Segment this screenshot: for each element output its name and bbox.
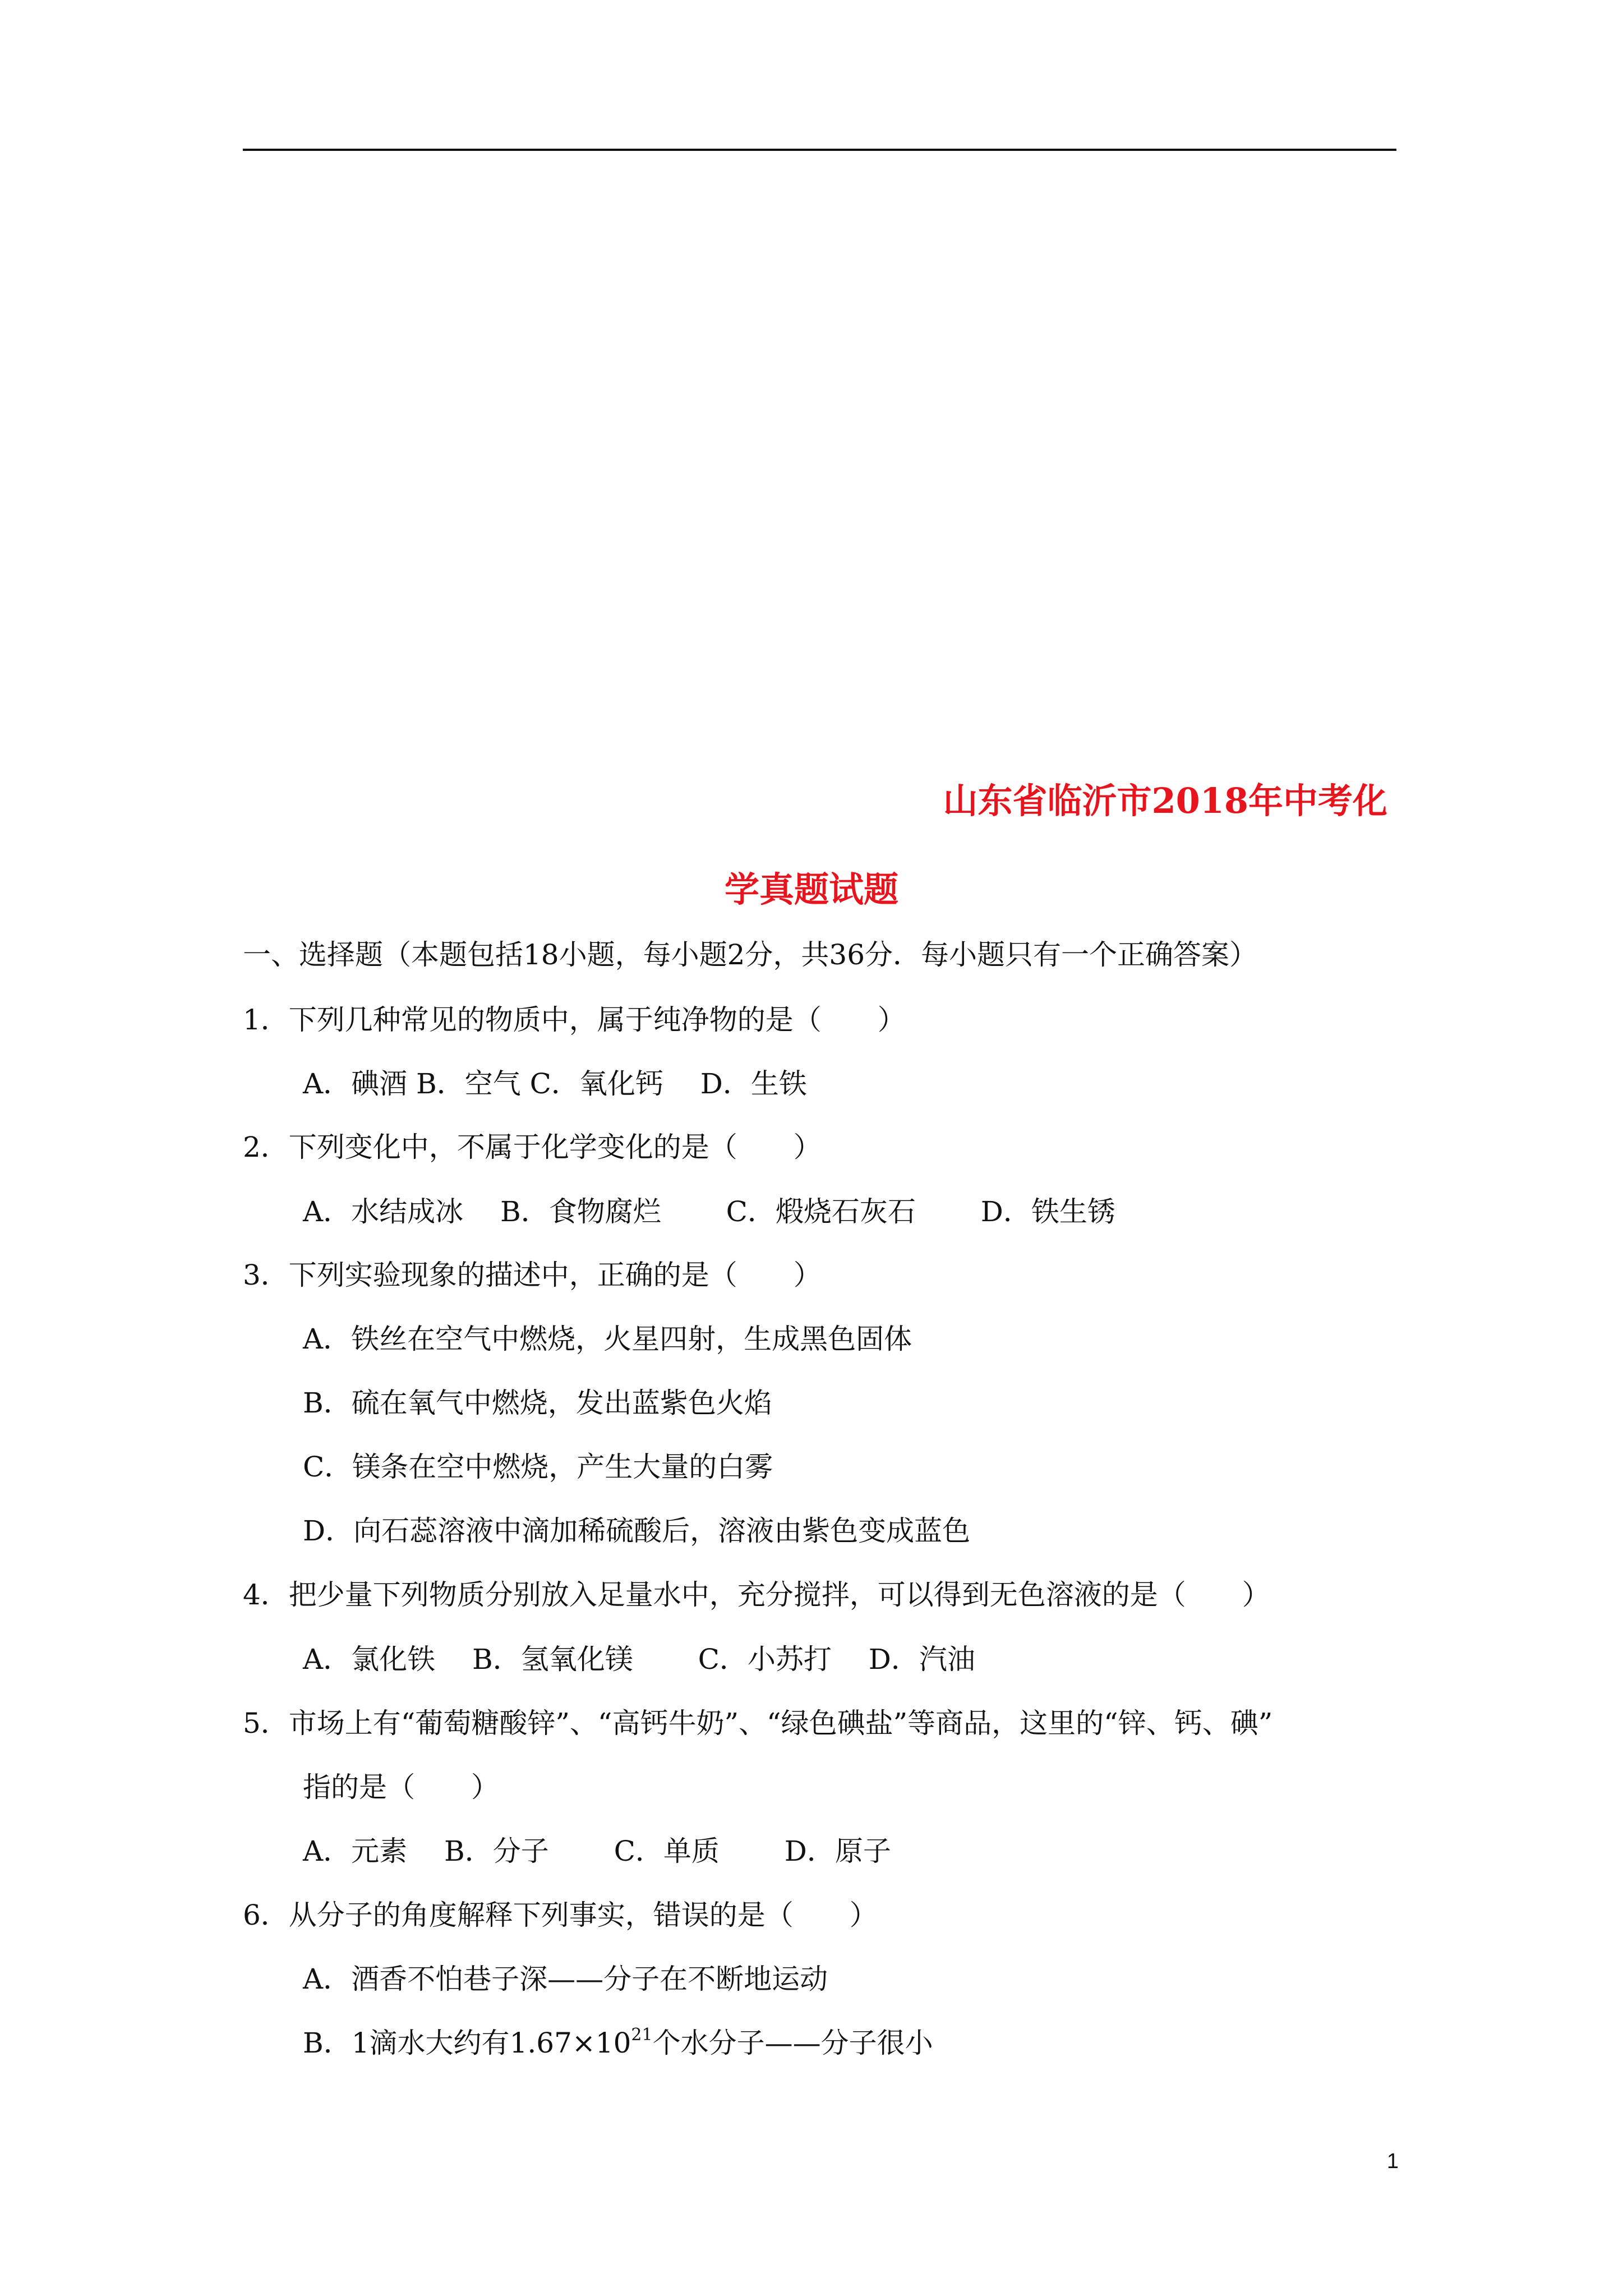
question-3-stem: 3．下列实验现象的描述中，正确的是（ ） (243, 1259, 822, 1291)
question-1-stem: 1．下列几种常见的物质中，属于纯净物的是（ ） (243, 1004, 906, 1036)
page-number: 1 (1386, 2150, 1399, 2173)
question-6-option-b (303, 2026, 933, 2060)
question-3-option-a: A．铁丝在空气中燃烧，火星四射，生成黑色固体 (303, 1323, 912, 1355)
title-line-1: 山东省临沂市2018年中考化 (943, 780, 1387, 821)
question-4-options: A．氯化铁 B．氢氧化镁 C．小苏打 D．汽油 (303, 1643, 975, 1676)
question-2-options: A．水结成冰 B．食物腐烂 C．煅烧石灰石 D．铁生锈 (303, 1195, 1115, 1228)
question-6-option-a: A．酒香不怕巷子深——分子在不断地运动 (303, 1963, 828, 1995)
question-5-stem-continued: 指的是（ ） (303, 1771, 499, 1803)
exponent: 21 (631, 2025, 653, 2045)
question-6-stem: 6．从分子的角度解释下列事实，错误的是（ ） (243, 1899, 878, 1931)
question-2-stem: 2．下列变化中，不属于化学变化的是（ ） (243, 1131, 822, 1163)
question-5-options: A．元素 B．分子 C．单质 D．原子 (303, 1835, 891, 1867)
header-rule (243, 149, 1396, 151)
question-5-stem: 5．市场上有“葡萄糖酸锌”、“高钙牛奶”、“绿色碘盐”等商品，这里的“锌、钙、碘” (243, 1707, 1273, 1740)
option-b-prefix: B．1滴水大约有1.67×10 (303, 2027, 631, 2059)
section-header: 一、选择题（本题包括18小题，每小题2分，共36分．每小题只有一个正确答案） (243, 938, 1258, 971)
question-3-option-d: D．向石蕊溶液中滴加稀硫酸后，溶液由紫色变成蓝色 (303, 1515, 971, 1547)
title-line-2: 学真题试题 (724, 869, 898, 910)
question-3-option-c: C．镁条在空中燃烧，产生大量的白雾 (303, 1451, 773, 1483)
question-1-options: A．碘酒 B．空气 C．氧化钙 D．生铁 (303, 1068, 807, 1100)
question-3-option-b: B．硫在氧气中燃烧，发出蓝紫色火焰 (303, 1387, 772, 1419)
option-b-suffix: 个水分子——分子很小 (652, 2027, 933, 2059)
question-4-stem: 4．把少量下列物质分别放入足量水中，充分搅拌，可以得到无色溶液的是（ ） (243, 1579, 1270, 1611)
